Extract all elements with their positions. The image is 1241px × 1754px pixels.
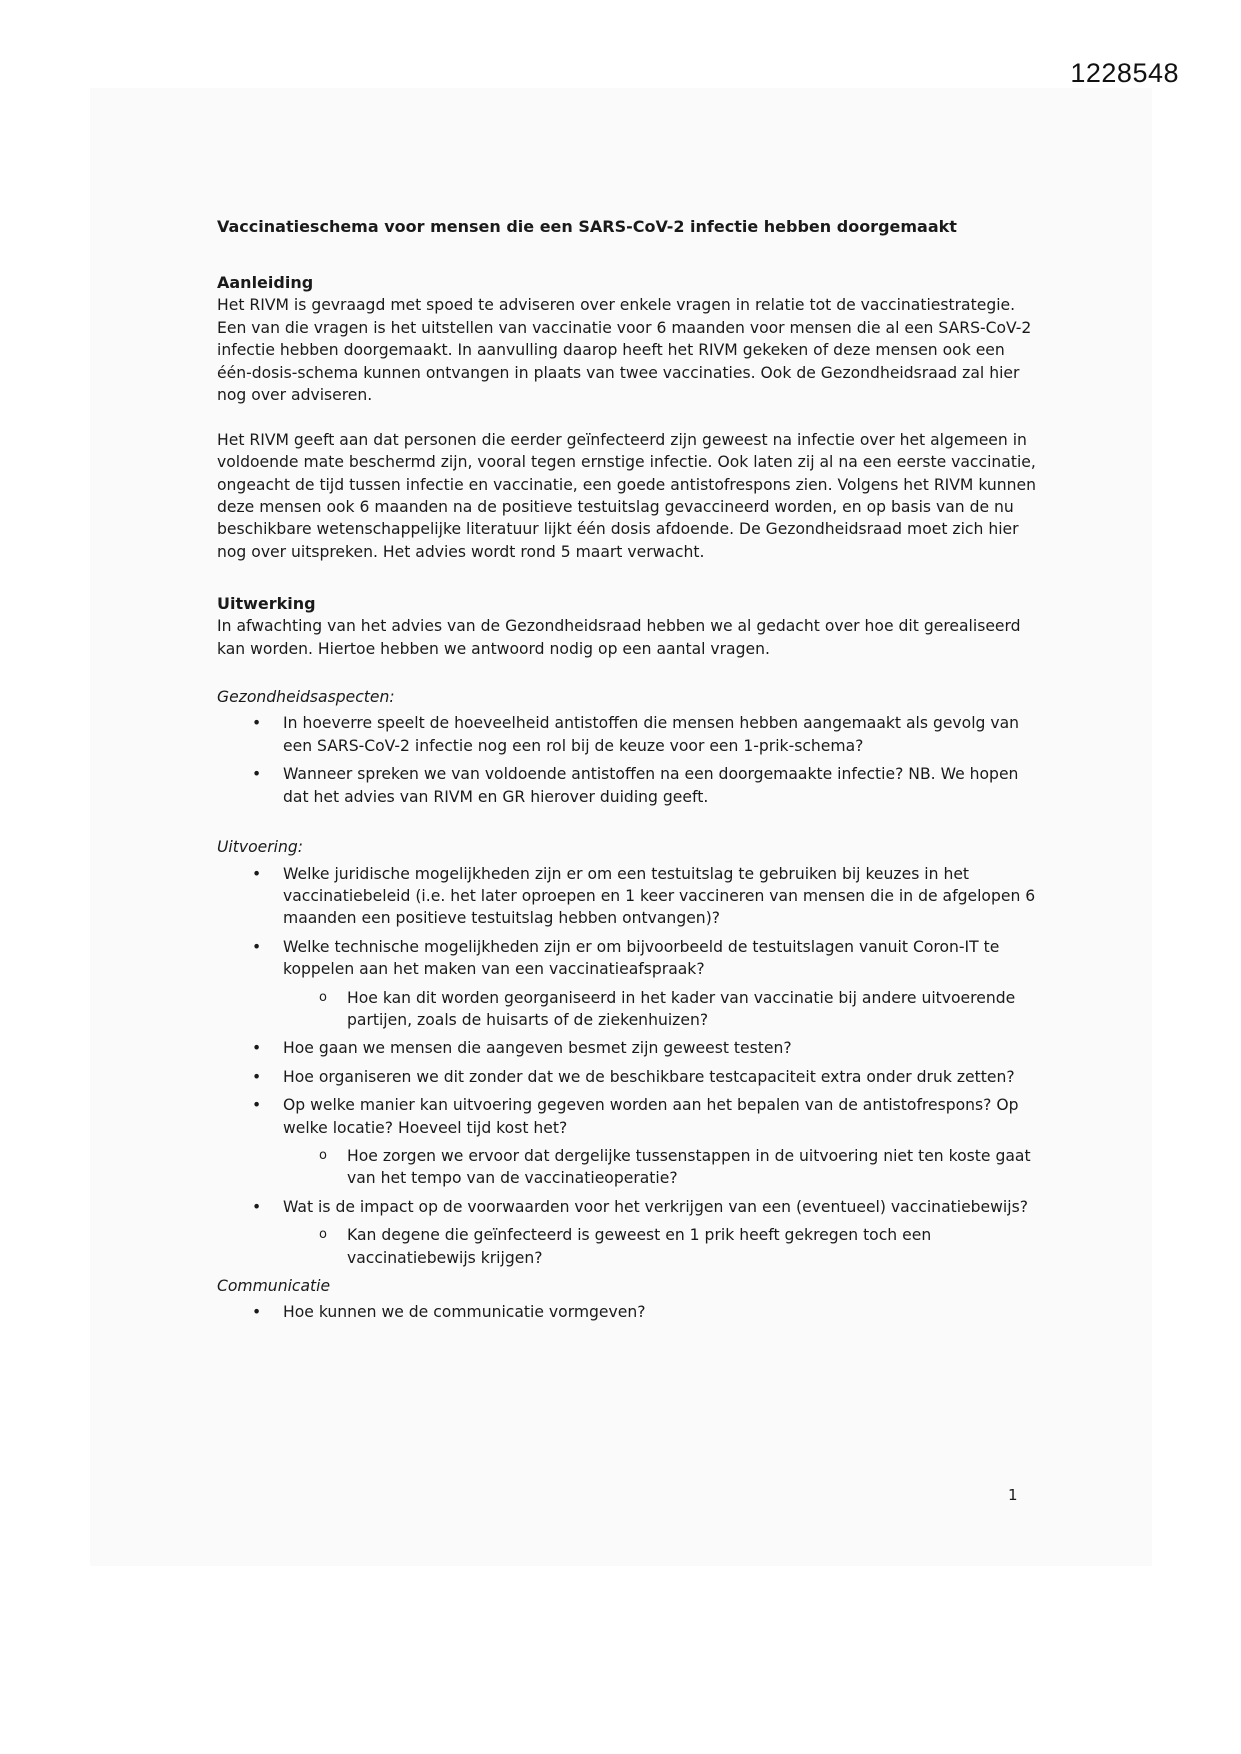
sub-list xyxy=(283,1224,1037,1269)
subheading-uitvoering: Uitvoering: xyxy=(217,838,304,857)
list-item xyxy=(217,1196,1037,1269)
list-item: • Wanneer spreken we van voldoende antistoffen na een doorgemaakte infectie? NB. We hopen dat het advies van RIVM en GR hierover duiding geeft. xyxy=(217,763,1037,808)
list-item-text: Welke juridische mogelijkheden zijn er om een testuitslag te gebruiken bij keuzes in het vaccinatiebeleid (i.e. het later oproepen en 1 keer vaccineren van mensen die in de afgelopen 6 maanden een positieve testuitslag hebben ontvangen)? xyxy=(283,864,1036,928)
sub-list-item: o Kan degene die geïnfecteerd is geweest en 1 prik heeft gekregen toch een vaccinatiebewijs krijgen? xyxy=(283,1224,1037,1269)
list-item: • In hoeverre speelt de hoeveelheid antistoffen die mensen hebben aangemaakt als gevolg van een SARS-CoV-2 infectie nog een rol bij de keuze voor een 1-prik-schema? xyxy=(217,712,1037,757)
list-item xyxy=(217,1037,1037,1059)
aanleiding-paragraph-1: Het RIVM is gevraagd met spoed te adviseren over enkele vragen in relatie tot de vaccinatiestrategie. Een van die vragen is het uitstellen van vaccinatie voor 6 maanden voor mensen die al een SARS-CoV-2 infectie hebben doorgemaakt. In aanvulling daarop heeft het RIVM gekeken of deze mensen ook een één-dosis-schema kunnen ontvangen in plaats van twee vaccinaties. Ook de Gezondheidsraad zal hier nog over adviseren. xyxy=(217,296,1032,405)
gezondheid-list xyxy=(217,712,1037,808)
subheading-communicatie: Communicatie xyxy=(217,1277,331,1296)
list-item xyxy=(217,1094,1037,1190)
section-heading-uitwerking: Uitwerking xyxy=(217,594,316,614)
sub-list xyxy=(283,1145,1037,1190)
communicatie-list xyxy=(217,1301,1037,1323)
list-item-text: Op welke manier kan uitvoering gegeven worden aan het bepalen van de antistofrespons? Op welke locatie? Hoeveel tijd kost het? xyxy=(283,1096,1019,1137)
list-item-text: Wat is de impact op de voorwaarden voor het verkrijgen van een (eventueel) vaccinatiebewijs? xyxy=(283,1197,1028,1216)
sub-list-item: o Hoe zorgen we ervoor dat dergelijke tussenstappen in de uitvoering niet ten koste gaat van het tempo van de vaccinatieoperatie? xyxy=(283,1145,1037,1190)
sub-list-item: o Hoe kan dit worden georganiseerd in het kader van vaccinatie bij andere uitvoerende partijen, zoals de huisarts of de ziekenhuizen? xyxy=(283,987,1037,1032)
document-title: Vaccinatieschema voor mensen die een SARS-CoV-2 infectie hebben doorgemaakt xyxy=(217,217,957,236)
subheading-gezondheidsaspecten: Gezondheidsaspecten: xyxy=(217,688,395,707)
list-item-text: Hoe organiseren we dit zonder dat we de beschikbare testcapaciteit extra onder druk zetten? xyxy=(283,1067,1015,1086)
sub-list xyxy=(283,987,1037,1032)
list-item-text: Hoe gaan we mensen die aangeven besmet zijn geweest testen? xyxy=(283,1039,792,1058)
list-item xyxy=(217,863,1037,930)
section-heading-aanleiding: Aanleiding xyxy=(217,273,314,293)
document-body xyxy=(217,216,1037,1330)
aanleiding-paragraph-2: Het RIVM geeft aan dat personen die eerder geïnfecteerd zijn geweest na infectie over het algemeen in voldoende mate beschermd zijn, vooral tegen ernstige infectie. Ook laten zij al na een eerste vaccinatie, ongeacht de tijd tussen infectie en vaccinatie, een goede antistofrespons zien. Volgens het RIVM kunnen deze mensen ook 6 maanden na de positieve testuitslag gevaccineerd worden, en op basis van de nu beschikbare wetenschappelijke literatuur lijkt één dosis afdoende. De Gezondheidsraad moet zich hier nog over uitspreken. Het advies wordt rond 5 maart verwacht. xyxy=(217,430,1037,561)
document-id: 1228548 xyxy=(1070,58,1179,88)
list-item xyxy=(217,1066,1037,1088)
page-number: 1 xyxy=(1008,1486,1018,1504)
list-item: • Hoe kunnen we de communicatie vormgeven? xyxy=(217,1301,1037,1323)
list-item xyxy=(217,936,1037,1032)
uitvoering-list xyxy=(217,863,1037,1270)
list-item-text: Welke technische mogelijkheden zijn er om bijvoorbeeld de testuitslagen vanuit Coron-IT te koppelen aan het maken van een vaccinatieafspraak? xyxy=(283,937,1000,979)
uitwerking-intro: In afwachting van het advies van de Gezondheidsraad hebben we al gedacht over hoe dit gerealiseerd kan worden. Hiertoe hebben we antwoord nodig op een aantal vragen. xyxy=(217,617,1021,658)
